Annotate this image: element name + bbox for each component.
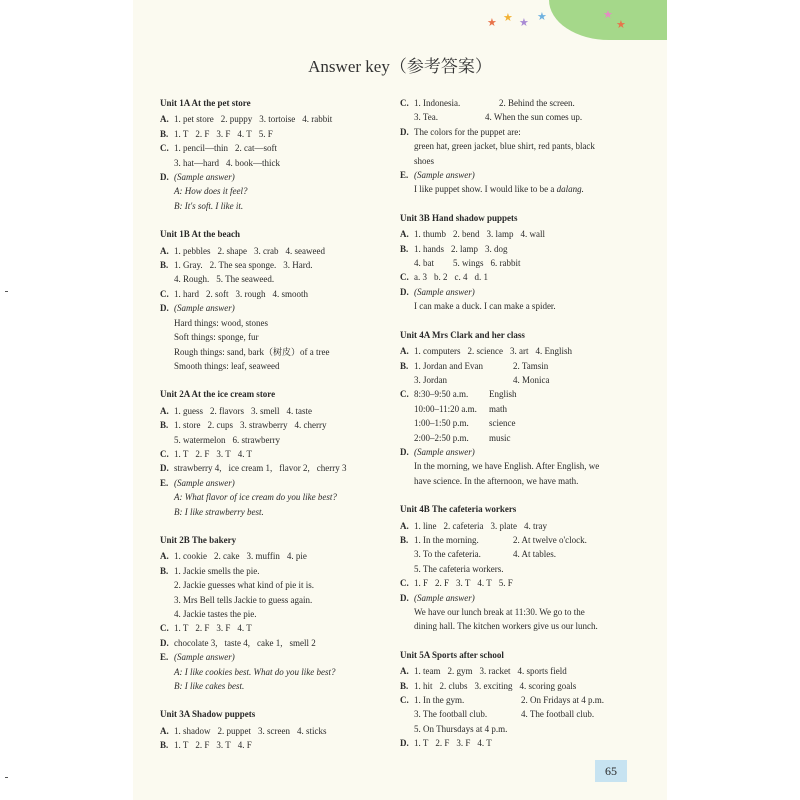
answer-text: 1. pencil—thin <box>174 143 228 154</box>
answer-line <box>400 242 655 256</box>
answer-line <box>400 576 655 590</box>
answer-text: 1. store <box>174 420 201 431</box>
answer-text: A: I like cookies best. What do you like best? <box>174 666 336 677</box>
answer-line <box>160 549 390 563</box>
answer-text: 3. hat—hard <box>174 157 219 168</box>
unit-3b <box>400 211 655 314</box>
answer-text: d. 1 <box>474 272 488 283</box>
star-icon: ★ <box>537 11 547 23</box>
answer-text: 2. puppy <box>220 114 253 125</box>
answer-text: math <box>489 403 507 414</box>
answer-text: 1. In the morning. <box>414 534 479 545</box>
answer-text: 2. puppet <box>217 725 251 736</box>
answer-text: 3. T <box>216 448 231 459</box>
answer-line <box>400 344 655 358</box>
question-label: C. <box>160 448 169 459</box>
question-label: A. <box>160 551 169 562</box>
answer-text: 5. wings <box>453 258 484 269</box>
answer-text: 2. F <box>195 128 210 139</box>
answer-line <box>400 110 655 124</box>
star-icon: ★ <box>603 9 613 21</box>
question-label: C. <box>160 288 169 299</box>
answer-text: chocolate 3, <box>174 637 218 648</box>
answer-text: 6. strawberry <box>232 434 280 445</box>
answer-line <box>400 256 655 270</box>
answer-line <box>400 736 655 750</box>
answer-text: 3. Tea. <box>414 112 438 123</box>
answer-line <box>160 447 390 461</box>
answer-text: 2. On Fridays at 4 p.m. <box>521 695 604 706</box>
unit-title: Unit 5A Sports after school <box>400 649 504 660</box>
question-label: B. <box>160 565 169 576</box>
answer-text: cake 1, <box>256 637 283 648</box>
answer-line <box>400 591 655 605</box>
question-label: E. <box>160 477 169 488</box>
answer-text: 3. exciting <box>474 680 513 691</box>
answer-text: (Sample answer) <box>174 172 235 183</box>
answer-text: 5. On Thursdays at 4 p.m. <box>414 723 508 734</box>
question-label: A. <box>400 346 409 357</box>
answer-text: 4. T <box>237 623 252 634</box>
answer-text: 4. cherry <box>294 420 327 431</box>
answer-text: taste 4, <box>224 637 250 648</box>
answer-text: 5. The cafeteria workers. <box>414 563 504 574</box>
star-icon: ★ <box>503 12 513 24</box>
answer-line <box>160 272 390 286</box>
answer-text: 2. shape <box>217 245 247 256</box>
answer-text: b. 2 <box>434 272 448 283</box>
answer-text: green hat, green jacket, blue shirt, red pants, black <box>414 141 595 152</box>
answer-text: flavor 2, <box>279 463 310 474</box>
answer-text: 1. line <box>414 520 437 531</box>
answer-text: 6. rabbit <box>490 258 521 269</box>
answer-text: In the morning, we have English. After English, we <box>414 461 600 472</box>
question-label: B. <box>400 360 409 371</box>
answer-text: 4. The football club. <box>521 709 595 720</box>
answer-text: 2. F <box>195 448 210 459</box>
answer-text: 3. tortoise <box>259 114 296 125</box>
answer-text: 2. cups <box>207 420 233 431</box>
question-label: A. <box>400 229 409 240</box>
answer-text: 1. T <box>174 740 189 751</box>
answer-text: 4. Monica <box>513 374 550 385</box>
unit-5a <box>400 648 655 751</box>
answer-text: 4. wall <box>520 229 546 240</box>
answer-text: 2. The sea sponge. <box>209 260 277 271</box>
answer-line <box>160 287 390 301</box>
unit-3a-continued <box>400 96 655 197</box>
answer-text: Rough things: sand, bark（树皮）of a tree <box>174 346 330 357</box>
answer-line <box>160 433 390 447</box>
answer-text: (Sample answer) <box>414 286 475 297</box>
unit-4a <box>400 328 655 488</box>
answer-text: 3. Jordan <box>414 374 447 385</box>
answer-text: 1. hands <box>414 243 444 254</box>
scan-mark <box>5 777 8 778</box>
answer-line <box>160 636 390 650</box>
answer-text: music <box>489 432 511 443</box>
answer-line <box>400 373 655 387</box>
answer-text: 1. pebbles <box>174 245 211 256</box>
unit-2b <box>160 533 390 693</box>
question-label: D. <box>160 303 169 314</box>
answer-text: 1. Indonesia. <box>414 98 461 108</box>
unit-title: Unit 4A Mrs Clark and her class <box>400 329 525 340</box>
answer-text: 4. F <box>237 740 252 751</box>
answer-line <box>400 519 655 533</box>
answer-text: I can make a duck. I can make a spider. <box>414 301 556 312</box>
answer-line <box>400 416 655 430</box>
question-label: D. <box>400 286 409 297</box>
answer-text: 3. T <box>216 740 231 751</box>
answer-line <box>160 141 390 155</box>
answer-text: 1. T <box>174 128 189 139</box>
answer-text: 3. dog <box>485 243 508 254</box>
answer-text: 1. T <box>414 738 429 749</box>
answer-text: 2. Tamsin <box>513 360 549 371</box>
question-label: C. <box>160 623 169 634</box>
answer-text: A: What flavor of ice cream do you like best? <box>174 492 337 503</box>
answer-line <box>160 301 390 315</box>
star-icon: ★ <box>519 17 529 29</box>
unit-title: Unit 1A At the pet store <box>160 98 251 108</box>
answer-line <box>400 664 655 678</box>
answer-text: 3. Mrs Bell tells Jackie to guess again. <box>174 594 313 605</box>
answer-text: 1. Jordan and Evan <box>414 360 483 371</box>
answer-text: 4. seaweed <box>285 245 325 256</box>
answer-text: 4. smooth <box>272 288 309 299</box>
answer-text: ice cream 1, <box>228 463 273 474</box>
answer-text: 3. crab <box>254 245 279 256</box>
answer-text: 3. plate <box>490 520 517 531</box>
answer-text: 2. science <box>467 346 503 357</box>
answer-line <box>160 461 390 475</box>
answer-text: strawberry 4, <box>174 463 222 474</box>
answer-text: B: I like strawberry best. <box>174 506 264 517</box>
answer-text: 4. bat <box>414 258 434 269</box>
answer-text: 2. F <box>195 623 210 634</box>
answer-line <box>160 156 390 170</box>
unit-title: Unit 3A Shadow puppets <box>160 709 256 720</box>
answer-text: 2. F <box>435 578 450 589</box>
answer-text: dalang. <box>556 184 584 195</box>
answer-text: Smooth things: leaf, seaweed <box>174 360 280 371</box>
answer-text: 1. In the gym. <box>414 695 465 706</box>
question-label: C. <box>400 389 409 400</box>
answer-text: 3. To the cafeteria. <box>414 549 481 560</box>
question-label: B. <box>400 534 409 545</box>
answer-text: 1. pet store <box>174 114 214 125</box>
answer-text: Soft things: sponge, fur <box>174 332 259 343</box>
question-label: B. <box>160 260 169 271</box>
answer-text: 3. rough <box>235 288 266 299</box>
scan-mark <box>5 291 8 292</box>
unit-title: Unit 3B Hand shadow puppets <box>400 212 518 223</box>
answer-text: English <box>489 389 517 400</box>
answer-line <box>160 738 390 752</box>
unit-4b <box>400 502 655 634</box>
question-label: C. <box>400 272 409 283</box>
question-label: E. <box>160 652 169 663</box>
question-label: A. <box>160 725 169 736</box>
answer-text: 5. watermelon <box>174 434 226 445</box>
answer-text: 4. rabbit <box>302 114 333 125</box>
answer-text: 3. art <box>509 346 529 357</box>
question-label: C. <box>400 98 409 108</box>
answer-line <box>400 533 655 547</box>
answer-text: 4. English <box>535 346 572 357</box>
answer-text: (Sample answer) <box>174 652 235 663</box>
answer-text: (Sample answer) <box>414 592 475 603</box>
question-label: D. <box>400 446 409 457</box>
answer-text: 3. screen <box>258 725 290 736</box>
unit-1b <box>160 227 390 373</box>
answer-text: 2. soft <box>206 288 229 299</box>
answer-text: 4. Rough. <box>174 274 210 285</box>
answer-text: 4. T <box>477 738 492 749</box>
question-label: D. <box>160 172 169 183</box>
answer-text: 3. F <box>216 128 231 139</box>
answer-text: cherry 3 <box>316 463 347 474</box>
answer-text: 10:00–11:20 a.m. <box>414 403 477 414</box>
answer-text: 4. taste <box>286 405 312 416</box>
unit-2a <box>160 387 390 519</box>
answer-text: 4. sports field <box>517 666 567 677</box>
answer-text: 8:30–9:50 a.m. <box>414 389 469 400</box>
answer-line <box>400 387 655 401</box>
answer-text: 3. F <box>216 623 231 634</box>
answer-line <box>160 112 390 126</box>
answer-text: 2. F <box>195 740 210 751</box>
answer-line <box>160 404 390 418</box>
answer-line <box>400 693 655 707</box>
answer-text: 4. At tables. <box>513 549 556 560</box>
answer-text: 4. pie <box>286 551 307 562</box>
answer-line <box>160 650 390 664</box>
answer-line <box>160 244 390 258</box>
answer-line <box>160 418 390 432</box>
answer-text: 3. T <box>456 578 471 589</box>
answer-text: 2. flavors <box>210 405 244 416</box>
page-number: 65 <box>595 760 627 782</box>
answer-text: 4. Jackie tastes the pie. <box>174 609 257 619</box>
answer-line <box>160 127 390 141</box>
answer-line <box>160 621 390 635</box>
answer-text: 4. scoring goals <box>519 680 577 691</box>
question-label: A. <box>160 405 169 416</box>
answer-text: 4. book—thick <box>226 157 280 168</box>
question-label: C. <box>160 143 169 154</box>
answer-text: 2. clubs <box>439 680 468 691</box>
answer-line <box>400 679 655 693</box>
answer-text: 2. gym <box>447 666 473 677</box>
answer-text: 4. When the sun comes up. <box>485 112 583 123</box>
answer-text: have science. In the afternoon, we have math. <box>414 475 579 486</box>
star-icon: ★ <box>487 17 497 29</box>
answer-line <box>160 258 390 272</box>
answer-text: c. 4 <box>454 272 468 283</box>
answer-text: 4. sticks <box>296 725 327 736</box>
question-label: B. <box>160 740 169 751</box>
answer-line <box>400 402 655 416</box>
answer-text: 3. F <box>456 738 471 749</box>
answer-text: 3. Hard. <box>283 260 313 271</box>
answer-text: 1:00–1:50 p.m. <box>414 418 469 429</box>
answer-line <box>400 182 655 196</box>
answer-text: 3. lamp <box>486 229 514 240</box>
answer-line <box>160 724 390 738</box>
right-column <box>400 96 655 765</box>
answer-text: (Sample answer) <box>414 170 475 181</box>
question-label: D. <box>160 463 169 474</box>
answer-text: 1. T <box>174 623 189 634</box>
answer-text: (Sample answer) <box>414 446 475 457</box>
answer-text: 2. Jackie guesses what kind of pie it is. <box>174 580 314 591</box>
answer-text: 3. The football club. <box>414 709 488 720</box>
answer-text: 2. cafeteria <box>443 520 484 531</box>
unit-title: Unit 2A At the ice cream store <box>160 389 276 400</box>
question-label: A. <box>160 245 169 256</box>
answer-text: 3. racket <box>479 666 511 677</box>
answer-text: a. 3 <box>414 272 427 283</box>
answer-line <box>400 359 655 373</box>
unit-title: Unit 1B At the beach <box>160 229 241 240</box>
answer-text: 5. F <box>498 578 513 589</box>
left-column <box>160 96 390 767</box>
answer-text: B: It's soft. I like it. <box>174 200 244 211</box>
answer-text: 4. T <box>477 578 492 589</box>
answer-line <box>400 431 655 445</box>
question-label: C. <box>400 695 409 706</box>
answer-text: 1. thumb <box>414 229 447 240</box>
answer-text: I like puppet show. I would like to be a <box>414 184 555 195</box>
answer-text: 4. T <box>237 448 253 459</box>
answer-key-page <box>133 0 667 800</box>
answer-line <box>400 285 655 299</box>
question-label: A. <box>400 520 409 531</box>
answer-line <box>160 170 390 184</box>
question-label: D. <box>400 738 409 749</box>
answer-line <box>400 547 655 561</box>
answer-text: We have our lunch break at 11:30. We go to the <box>414 607 585 617</box>
answer-text: 1. guess <box>174 405 203 416</box>
answer-line <box>400 227 655 241</box>
answer-text: 2. At twelve o'clock. <box>513 534 587 545</box>
unit-title: Unit 2B The bakery <box>160 534 237 545</box>
answer-line <box>400 445 655 459</box>
answer-text: 3. muffin <box>246 551 280 562</box>
answer-text: dining hall. The kitchen workers give us our lunch. <box>414 621 598 632</box>
answer-line <box>400 270 655 284</box>
answer-text: A: How does it feel? <box>174 186 248 197</box>
question-label: E. <box>400 170 409 181</box>
unit-3a <box>160 707 390 752</box>
answer-text: 1. computers <box>414 346 461 357</box>
question-label: B. <box>400 243 409 254</box>
question-label: D. <box>160 637 169 648</box>
question-label: D. <box>400 592 409 603</box>
answer-text: 4. tray <box>523 520 547 531</box>
answer-line <box>160 564 390 578</box>
answer-text: 4. T <box>237 128 252 139</box>
answer-text: shoes <box>414 155 434 166</box>
question-label: D. <box>400 126 409 137</box>
question-label: C. <box>400 578 409 589</box>
answer-text: 2. F <box>435 738 450 749</box>
answer-text: B: I like cakes best. <box>174 681 245 692</box>
unit-1a <box>160 96 390 213</box>
question-label: A. <box>160 114 169 125</box>
star-icon: ★ <box>616 19 626 31</box>
answer-text: 2. Behind the screen. <box>499 98 575 108</box>
answer-text: (Sample answer) <box>174 303 235 314</box>
answer-line <box>400 96 655 110</box>
answer-text: 1. Gray. <box>174 260 203 271</box>
answer-text: 2:00–2:50 p.m. <box>414 432 469 443</box>
answer-text: Hard things: wood, stones <box>174 317 268 328</box>
answer-text: 2. cat—soft <box>235 143 277 154</box>
question-label: B. <box>160 420 169 431</box>
answer-text: 5. The seaweed. <box>216 274 275 285</box>
question-label: B. <box>160 128 169 139</box>
answer-text: 1. Jackie smells the pie. <box>174 565 260 576</box>
answer-text: 1. T <box>174 448 189 459</box>
answer-line <box>400 707 655 721</box>
answer-text: The colors for the puppet are: <box>414 126 521 137</box>
answer-text: 1. team <box>414 666 441 677</box>
answer-text: (Sample answer) <box>174 477 235 488</box>
answer-text: 5. F <box>258 128 273 139</box>
question-label: B. <box>400 680 409 691</box>
answer-text: smell 2 <box>289 637 316 648</box>
answer-text: 1. hard <box>174 288 199 299</box>
answer-line <box>400 125 655 139</box>
answer-line <box>400 168 655 182</box>
answer-text: 2. bend <box>453 229 480 240</box>
answer-line <box>160 476 390 490</box>
answer-text: 1. cookie <box>174 551 207 562</box>
answer-text: science <box>489 418 516 429</box>
answer-text: 3. smell <box>251 405 280 416</box>
unit-title: Unit 4B The cafeteria workers <box>400 504 517 515</box>
page-title: Answer key（参考答案） <box>308 57 492 76</box>
answer-text: 2. lamp <box>451 243 478 254</box>
answer-text: 1. F <box>414 578 429 589</box>
answer-text: 1. shadow <box>174 725 211 736</box>
answer-text: 3. strawberry <box>240 420 288 431</box>
answer-text: 2. cake <box>214 551 240 562</box>
question-label: A. <box>400 666 409 677</box>
answer-text: 1. hit <box>414 680 433 691</box>
